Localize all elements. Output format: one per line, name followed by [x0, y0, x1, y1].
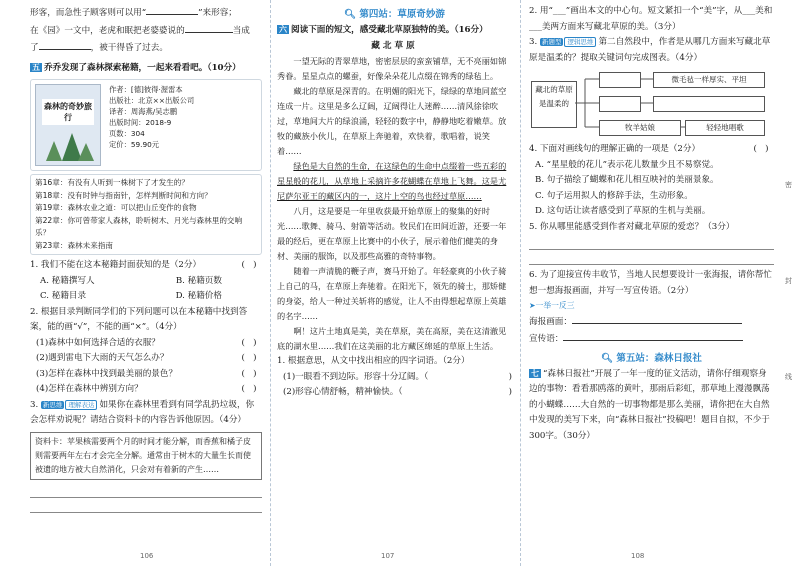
option-b[interactable]: B. 秘籍页数: [175, 275, 222, 286]
q1-item-text: (1)一眼看不到边际。形容十分辽阔。（: [283, 371, 429, 382]
section-7: [529, 366, 774, 445]
q1-item: [277, 370, 512, 386]
option-c[interactable]: C. 秘籍目录: [40, 291, 87, 301]
mind-map-diagram: [529, 69, 774, 139]
question-text: 4. 下面对画线句的理解正确的一项是（2分）: [529, 144, 701, 154]
answer-paren[interactable]: ( ): [241, 368, 257, 379]
intro-line-3: [30, 39, 262, 57]
toc-item: 第22章：你可曾带家人森林，聆听树木、月光与森林里的交响乐？: [35, 215, 243, 237]
question-6: 6. 为了迎接宣传丰收节，当地人民想要设计一张海报，请你帮忙想一想海报画面，并写一写宣传语。（2分）: [529, 270, 772, 296]
diagram-blank-box[interactable]: [599, 72, 641, 88]
section-number: 五: [32, 62, 40, 72]
toc-item: 第23章：森林未来指南: [35, 240, 114, 250]
q1-options-row1: [30, 274, 262, 290]
seal-line-char: 线: [785, 373, 792, 381]
search-icon: 🔍︎: [601, 352, 614, 364]
info-card: 资料卡：苹果核需要两个月的时间才能分解，而香蕉和橘子皮则需要两年左右才会完全分解。通常由于树木的大量生长而使被遗的地方被大自然消化，只会对有着新的产生……: [30, 432, 262, 480]
toc-item: 第19章：森林农业之道：可以把山丘变作的食物: [35, 203, 197, 212]
diagram-box-bottom-right: 轻轻地唱歌: [685, 120, 765, 136]
text: 了: [30, 43, 39, 53]
answer-line[interactable]: [529, 235, 774, 250]
question-2: 2. 根据目录判断同学们的下列问题可以在本秘籍中找到答案，能的画“√”，不能的画“×”。（4分）: [30, 306, 248, 332]
diagram-center-box: 藏北的草原是温柔的: [531, 81, 577, 128]
poster-label: 海报画面：: [529, 316, 572, 327]
q2-item-text: (1)森林中如何选择合适的衣服？: [36, 337, 160, 348]
article-title: 藏北草原: [371, 40, 418, 51]
q2-item: [30, 336, 262, 352]
diagram-box-top-right: 微毛毡一样厚实、平坦: [653, 72, 765, 88]
answer-paren[interactable]: ): [508, 387, 512, 397]
book-cover-title: 森林的奇妙旅行: [42, 99, 94, 125]
book-pages: 页数：304: [109, 129, 145, 138]
book-toc: [30, 174, 262, 255]
section-text: “森林日报社”开展了一年一度的征文活动，请你仔细观察身边的事物：看看那鸥落的黄叶，那雨后彩虹，那草地上漫漫飘荡的小蝴蝶……大自然的一切事物都是那么美丽，请你把在大自然中发现的美写下来，向“森林日报社”投稿吧！题目自拟，不少于300字。（30分）: [529, 368, 770, 441]
slogan-input[interactable]: [563, 330, 743, 341]
text: 当成: [232, 25, 250, 36]
option-a[interactable]: A. 秘籍撰写人: [40, 275, 95, 286]
section-6-heading: [277, 22, 512, 39]
station-title-text: 第五站：森林日报社: [616, 352, 702, 364]
seal-line-char: 密: [785, 181, 792, 189]
diagram-blank-box[interactable]: [653, 96, 765, 112]
poster-input[interactable]: [572, 313, 742, 324]
answer-line[interactable]: [529, 250, 774, 265]
page-number: 108: [631, 552, 645, 560]
answer-line[interactable]: [30, 483, 262, 498]
answer-paren[interactable]: ( ): [241, 353, 257, 363]
book-author: 作者：[德]彼得·渥雷本: [109, 85, 183, 94]
article-paragraph: 随着一声清脆的鞭子声，赛马开始了。年轻豪爽的小伙子骑上自己的马，在草原上奔驰着。在阳光下，领先的骑士，那矫健的身姿，给人一种过关斩将的感觉，让人不由得想起草原上英雄的名字……: [277, 266, 507, 321]
section-title: 乔乔发现了森林探索秘籍，一起来看看吧。（10分）: [44, 62, 241, 73]
diagram-blank-box[interactable]: [599, 96, 641, 112]
q2-item: [30, 382, 262, 398]
section-title: 阅读下面的短文，感受藏北草原独特的美。（16分）: [291, 25, 488, 35]
skill-badge: 逻辑思维: [564, 37, 596, 47]
question-2: 2. 用“___”画出本文的中心句。短文紧扣一个“美”字，从___美和___美两方面来写藏北草原的美。（3分）: [529, 6, 773, 32]
hint-label: ➤一举一反三: [529, 301, 575, 310]
article-paragraph: 一望无际的青翠草地，密密层层的蛮蛮铺草，无不亮丽如锦秀眷。星星点点的螺蚕，好像朵朵花儿点缀在锦秀的绿毡上。: [277, 56, 507, 81]
q2-item: [30, 367, 262, 383]
answer-paren[interactable]: ( ): [241, 384, 257, 394]
search-icon: 🔍︎: [344, 9, 357, 20]
page-106: [0, 0, 270, 566]
skill-badge: 理解表达: [65, 400, 97, 410]
toc-item: 第18章：没有时钟与指南针，怎样判断时间和方向？: [35, 190, 212, 200]
article-paragraph: 啊！这片土地真是美，美在草原，美在高原，美在这清澈见底的湖水里……我们在这美丽的北方藏区绵延的草原上生活。: [277, 326, 507, 351]
answer-blank[interactable]: [39, 39, 91, 50]
option-b[interactable]: B. 句子描绘了蝴蝶和花儿相互映衬的美丽景象。: [535, 175, 719, 185]
q2-item-text: (4)怎样在森林中辨别方向？: [36, 384, 143, 394]
new-type-badge: 新题型: [541, 38, 562, 46]
question-4: [529, 142, 774, 158]
q2-item: [30, 351, 262, 367]
seal-line-char: 封: [785, 277, 792, 285]
poster-field: [529, 313, 774, 331]
article-paragraph: 八月，这是要是一年里收获最开始草原上的聚集的好时光……歌舞、骑马、射箭等活动。牧民们在田间近游，还要一年最的经后，更在草原上比赛中的小伙子，展示着他们健美的身材、美丽的服饰，以及那些高雅的奇特事物。: [277, 206, 507, 261]
book-translator: 译者：周海燕/吴志鹏: [109, 107, 178, 116]
station-4-title: [277, 6, 512, 20]
intro-line-2: [30, 22, 262, 40]
question-text: 第二自然段中，作者是从哪几方面来写藏北草原是温柔的？提取关键词句完成图表。（4分）: [529, 37, 771, 63]
section-number: 七: [531, 368, 539, 378]
q1-item-text: (2)形容心情舒畅，精神愉快。（: [283, 387, 403, 397]
station-title-text: 第四站：草原奇妙游: [359, 9, 445, 20]
option-d[interactable]: D. 这句话让读者感受到了草原的生机与美丽。: [535, 206, 711, 216]
q2-item-text: (3)怎样在森林中找到最美丽的景色？: [36, 368, 178, 379]
q1-options-row2: [30, 289, 262, 305]
question-3: 3. 新题型 逻辑思维 第二自然段中，作者是从哪几方面来写藏北草原是温柔的？提取关键词句完成图表。（4分）: [529, 37, 771, 63]
page-108: [520, 0, 800, 566]
article-paragraph-underlined: 绿色是大自然的生命，在这绿色的生命中点缀着一些五彩的星星般的花儿，从草地上采摘许多花蝴蝶在草地上飞舞。这是尤尼萨尔亚王的藏区内的一，这片上空的鸟也经过草原……: [277, 161, 507, 201]
option-c[interactable]: C. 句子运用拟人的修辞手法，生动形象。: [535, 190, 693, 201]
answer-line[interactable]: [30, 498, 262, 513]
page-number: 107: [381, 552, 395, 560]
question-1: [30, 258, 262, 274]
section-5-heading: [30, 60, 262, 77]
new-thinking-badge: 新思维: [42, 400, 63, 409]
book-cover: [35, 84, 101, 166]
answer-blank[interactable]: [185, 22, 233, 33]
page-number: 106: [140, 552, 154, 560]
option-a[interactable]: A. “星星般的花儿”表示花儿数量少且不易察觉。: [535, 159, 719, 170]
question-5: 5. 你从哪里能感受到作者对藏北草原的爱恋？（3分）: [529, 221, 735, 232]
answer-paren[interactable]: ): [508, 371, 512, 382]
question-text: 1. 我们不能在这本秘籍封面获知的是（2分）: [30, 260, 202, 270]
article-paragraph: 藏北的草原是深青的。在明媚的阳光下，绿绿的草地同蓝空连成一片。这里是多么辽阔，辽阔得让人迷醉……清风徐徐吹过，草地间大片的绿浪涌，轻轻的数字中，静静地吃着嫩草。放牧的藏族小伙儿，在草原上奔驰着，欢快着，歌唱着，说笑着……: [277, 86, 507, 156]
page-107: [270, 0, 520, 566]
answer-paren[interactable]: ( ): [241, 337, 257, 348]
question-text: 如果你在森林里看到有同学乱扔垃圾，你会怎样劝说呢？请结合资料卡的内容告诉他原因。（4分）: [30, 399, 255, 425]
text: ，被干得昏了过去。: [90, 43, 168, 53]
question-3: [30, 398, 262, 429]
forest-illustration-icon: [36, 123, 100, 163]
answer-paren[interactable]: ( ): [753, 144, 769, 154]
text: 在《园》一文中，老虎和眠把老婆婆说的: [30, 25, 185, 36]
diagram-box-mid: 牧羊姑娘: [599, 120, 681, 136]
book-publisher: 出版社：北京××出版公司: [109, 96, 195, 105]
section-number: 六: [279, 25, 287, 34]
answer-paren[interactable]: ( ): [241, 260, 257, 270]
slogan-label: 宣传语：: [529, 334, 564, 344]
intro-line-1: [30, 4, 262, 22]
station-5-title: [529, 350, 774, 364]
q1-item: [277, 385, 512, 401]
slogan-field: [529, 330, 774, 348]
text: 形客，而急性子顾客则可以用“: [30, 8, 147, 18]
option-d[interactable]: D. 秘籍价格: [175, 291, 222, 301]
book-date: 出版时间：2018-9: [109, 118, 172, 127]
answer-blank[interactable]: [146, 4, 198, 15]
question-number: 3.: [30, 399, 39, 410]
toc-item: 第16章：有没有人听到一株树下了才发生的？: [35, 178, 189, 187]
text: ”来形容；: [198, 8, 237, 18]
book-info: [109, 84, 194, 166]
book-price: 定价：59.90元: [109, 140, 160, 149]
book-card: [30, 79, 262, 171]
q2-item-text: (2)遇到雷电下大雨的天气怎么办？: [36, 353, 169, 363]
question-1: 1. 根据意思，从文中找出相应的四字词语。（2分）: [277, 356, 470, 366]
